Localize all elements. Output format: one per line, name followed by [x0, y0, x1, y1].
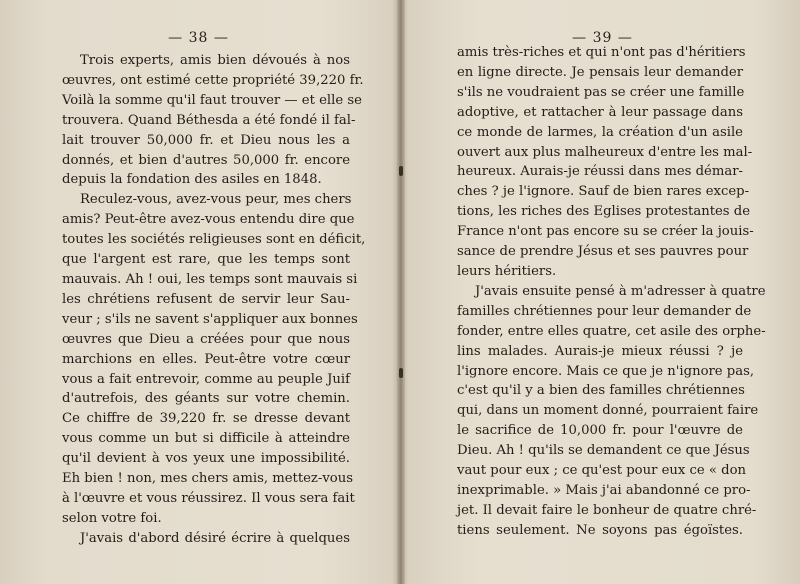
- text-line: que l'argent est rare, que les temps sont: [62, 252, 350, 268]
- text-line: œuvres, ont estimé cette propriété 39,220 fr.: [62, 72, 364, 88]
- text-line: adoptive, et rattacher à leur passage dans: [457, 104, 743, 120]
- text-line: amis très-riches et qui n'ont pas d'héritiers: [457, 45, 746, 60]
- text-line: France n'ont pas encore su se créer la jouis-: [457, 224, 754, 240]
- text-line: c'est qu'il y a bien des familles chrétiennes: [457, 383, 745, 399]
- text-line: toutes les sociétés religieuses sont en déficit,: [62, 232, 366, 248]
- text-line: marchions en elles. Peut-être votre cœur: [62, 351, 350, 367]
- text-line: donnés, et bien d'autres 50,000 fr. encore: [62, 152, 350, 168]
- right-page: [405, 0, 800, 584]
- text-line: vous comme un but si difficile à atteindre: [62, 431, 350, 447]
- text-line: lait trouver 50,000 fr. et Dieu nous les a: [62, 132, 350, 148]
- text-line: l'ignore encore. Mais ce que je n'ignore pas,: [457, 363, 755, 379]
- text-line: mauvais. Ah ! oui, les temps sont mauvais si: [62, 271, 358, 287]
- text-line: familles chrétiennes pour leur demander de: [457, 303, 752, 319]
- text-line: amis? Peut-être avez-vous entendu dire que: [62, 212, 355, 228]
- text-line: Eh bien ! non, mes chers amis, mettez-vous: [62, 471, 353, 487]
- text-line: depuis la fondation des asiles en 1848.: [62, 172, 322, 188]
- text-line: jet. Il devait faire le bonheur de quatre chré-: [457, 502, 757, 518]
- text-line: le sacrifice de 10,000 fr. pour l'œuvre de: [457, 423, 743, 439]
- binding-stitch: [399, 166, 403, 176]
- page-body-text: [62, 51, 366, 549]
- text-line: vous a fait entrevoir, comme au peuple Juif: [62, 371, 350, 387]
- binding-stitch: [399, 368, 403, 378]
- text-line: trouvera. Quand Béthesda a été fondé il fal-: [62, 112, 356, 128]
- text-line: Voilà la somme qu'il faut trouver — et elle se: [62, 92, 362, 108]
- text-line: Ce chiffre de 39,220 fr. se dresse devant: [62, 411, 350, 427]
- text-line: J'avais ensuite pensé à m'adresser à quatre: [475, 283, 766, 299]
- text-line: Dieu. Ah ! qu'ils se demandent ce que Jésus: [457, 443, 750, 459]
- page-number: — 39 —: [572, 30, 633, 46]
- text-line: à l'œuvre et vous réussirez. Il vous sera fait: [62, 490, 355, 506]
- text-line: vaut pour eux ; ce qu'est pour eux ce « don: [457, 463, 747, 479]
- text-line: en ligne directe. Je pensais leur demander: [457, 64, 743, 80]
- text-line: heureux. Aurais-je réussi dans mes démar-: [457, 164, 743, 180]
- text-line: qui, dans un moment donné, pourraient faire: [457, 403, 759, 419]
- page-number: — 38 —: [168, 30, 229, 46]
- text-line: ouvert aux plus malheureux d'entre les mal-: [457, 144, 753, 160]
- text-line: selon votre foi.: [62, 510, 162, 526]
- text-line: Trois experts, amis bien dévoués à nos: [80, 53, 350, 68]
- text-line: ches ? je l'ignore. Sauf de bien rares excep-: [457, 184, 750, 200]
- text-line: fonder, entre elles quatre, cet asile des orphe-: [457, 323, 766, 339]
- left-page: [0, 0, 397, 584]
- text-line: tiens seulement. Ne soyons pas égoïstes.: [457, 522, 743, 538]
- text-line: Reculez-vous, avez-vous peur, mes chers: [80, 192, 352, 208]
- page-body-text: [457, 43, 766, 541]
- text-line: les chrétiens refusent de servir leur Sau-: [62, 291, 350, 307]
- book-gutter: [397, 0, 405, 584]
- text-line: tions, les riches des Eglises protestantes de: [457, 204, 751, 220]
- text-line: J'avais d'abord désiré écrire à quelques: [80, 530, 350, 546]
- text-line: inexprimable. » Mais j'ai abandonné ce pro-: [457, 482, 751, 498]
- text-line: lins malades. Aurais-je mieux réussi ? je: [457, 343, 743, 359]
- text-line: s'ils ne voudraient pas se créer une famille: [457, 84, 745, 100]
- text-line: qu'il devient à vos yeux une impossibilité.: [62, 451, 350, 467]
- text-line: leurs héritiers.: [457, 263, 557, 279]
- text-line: veur ; s'ils ne savent s'appliquer aux bonnes: [62, 311, 358, 327]
- text-line: œuvres que Dieu a créées pour que nous: [62, 331, 350, 347]
- text-line: d'autrefois, des géants sur votre chemin.: [62, 391, 350, 407]
- text-line: ce monde de larmes, la création d'un asile: [457, 124, 743, 140]
- text-line: sance de prendre Jésus et ses pauvres pour: [457, 244, 749, 260]
